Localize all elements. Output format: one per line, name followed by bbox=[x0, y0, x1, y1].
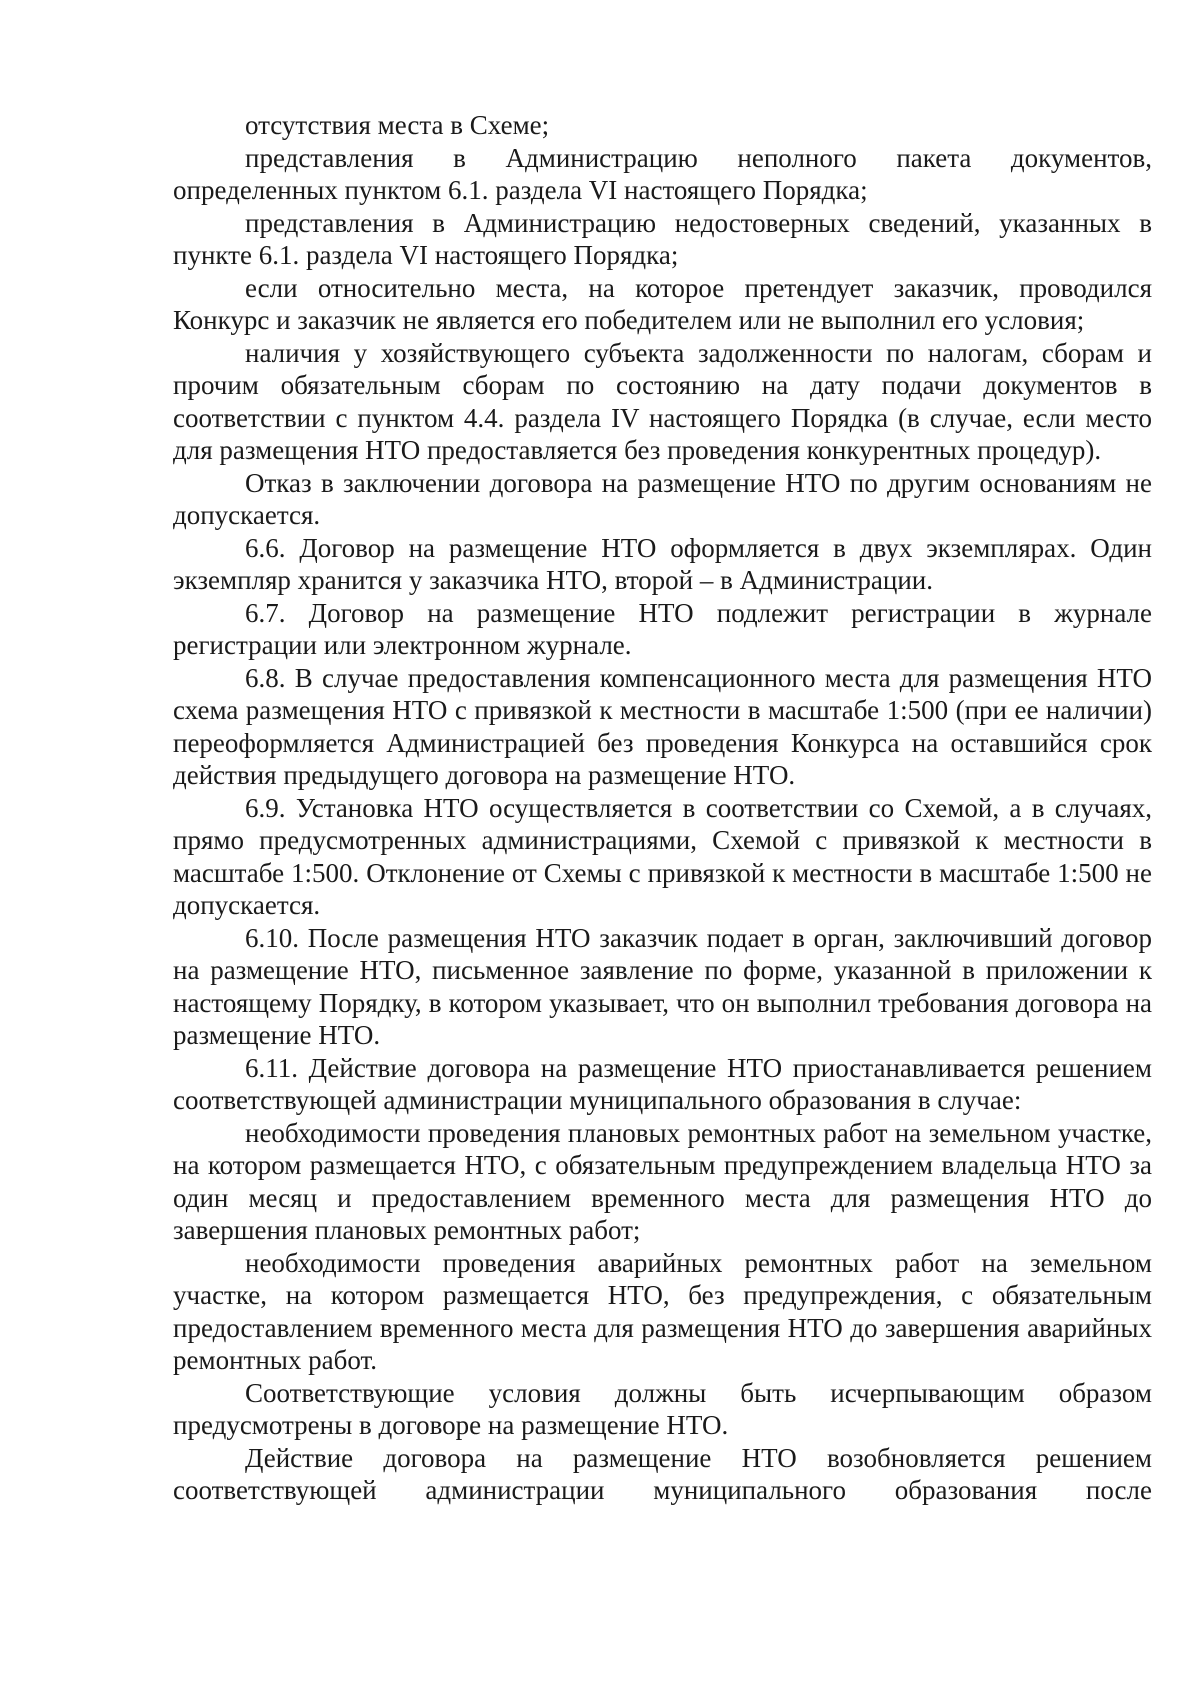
paragraph-6-9: 6.9. Установка НТО осуществляется в соответствии со Схемой, а в случаях, прямо предусмотренных администрациями, Схемой с привязкой к местности в масштабе 1:500. Отклонение от Схемы с привязкой к местности в масштабе 1:500 не допускается. bbox=[173, 792, 1152, 920]
paragraph-6: Отказ в заключении договора на размещение НТО по другим основаниям не допускается. bbox=[173, 467, 1152, 530]
document-page bbox=[173, 109, 1152, 1507]
paragraph-3: представления в Администрацию недостоверных сведений, указанных в пункте 6.1. раздела VI настоящего Порядка; bbox=[173, 207, 1152, 270]
paragraph-6-7: 6.7. Договор на размещение НТО подлежит регистрации в журнале регистрации или электронном журнале. bbox=[173, 597, 1152, 660]
paragraph-emergency-repairs: необходимости проведения аварийных ремонтных работ на земельном участке, на котором размещается НТО, без предупреждения, с обязательным предоставлением временного места для размещения НТО до завершения аварийных ремонтных работ. bbox=[173, 1247, 1152, 1375]
paragraph-planned-repairs: необходимости проведения плановых ремонтных работ на земельном участке, на котором размещается НТО, с обязательным предупреждением владельца НТО за один месяц и предоставлением временного места для размещения НТО до завершения плановых ремонтных работ; bbox=[173, 1117, 1152, 1245]
paragraph-6-10: 6.10. После размещения НТО заказчик подает в орган, заключивший договор на размещение НТО, письменное заявление по форме, указанной в приложении к настоящему Порядку, в котором указывает, что он выполнил требования договора на размещение НТО. bbox=[173, 922, 1152, 1050]
paragraph-6-8: 6.8. В случае предоставления компенсационного места для размещения НТО схема размещения НТО с привязкой к местности в масштабе 1:500 (при ее наличии) переоформляется Администрацией без проведения Конкурса на оставшийся срок действия предыдущего договора на размещение НТО. bbox=[173, 662, 1152, 790]
paragraph-5: наличия у хозяйствующего субъекта задолженности по налогам, сборам и прочим обязательным сборам по состоянию на дату подачи документов в соответствии с пунктом 4.4. раздела IV настоящего Порядка (в случае, если место для размещения НТО предоставляется без проведения конкурентных процедур). bbox=[173, 337, 1152, 465]
paragraph-resumption: Действие договора на размещение НТО возобновляется решением соответствующей администрации муниципального образования после bbox=[173, 1442, 1152, 1505]
paragraph-2: представления в Администрацию неполного пакета документов, определенных пунктом 6.1. раздела VI настоящего Порядка; bbox=[173, 142, 1152, 205]
paragraph-conditions: Соответствующие условия должны быть исчерпывающим образом предусмотрены в договоре на размещение НТО. bbox=[173, 1377, 1152, 1440]
paragraph-4: если относительно места, на которое претендует заказчик, проводился Конкурс и заказчик не является его победителем или не выполнил его условия; bbox=[173, 272, 1152, 335]
paragraph-1: отсутствия места в Схеме; bbox=[245, 110, 550, 140]
paragraph-6-6: 6.6. Договор на размещение НТО оформляется в двух экземплярах. Один экземпляр хранится у заказчика НТО, второй – в Администрации. bbox=[173, 532, 1152, 595]
paragraph-6-11: 6.11. Действие договора на размещение НТО приостанавливается решением соответствующей администрации муниципального образования в случае: bbox=[173, 1052, 1152, 1115]
